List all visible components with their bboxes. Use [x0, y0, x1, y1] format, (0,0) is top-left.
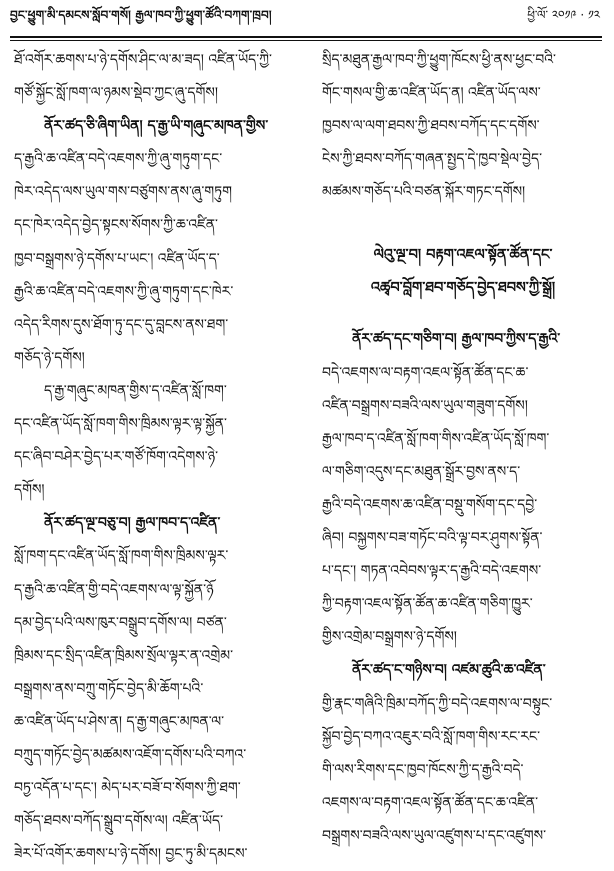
- text-line: ནོར་ཚད་ལྔ་བཅུ་བ། རྒྱལ་ཁབ་ད་འཛིན་: [44, 515, 221, 532]
- header-rule-thick: [10, 36, 602, 38]
- text-line: ཐོ་འགོར་ཆགས་པ་ཉེ་དགོས་ཤིང་ལ་མ་ཟད། འཛིན་ཡོད་ཀྱི་: [14, 52, 272, 68]
- section-gap: [322, 305, 604, 323]
- text-line: གཅོད་ཉེ་དགོས།: [14, 349, 85, 366]
- text-line: འཛིན་བསྒྲགས་བཟའི་ལས་ཡུལ་གཟུག་དགོས།: [322, 397, 528, 414]
- text-line: ད་རྒྱའི་ཆ་འཛིན་གྱི་བདེ་འཇགས་ལ་ལྟ་སྐྱོན་ཉོ: [14, 581, 214, 598]
- right-column-bottom-text: [322, 323, 604, 853]
- text-line: དང་ཁེར་འདེད་བྱེད་སྟངས་སོགས་ཀྱི་ཆ་འཛིན་: [14, 217, 218, 234]
- section-gap: [322, 209, 604, 239]
- text-line: ནོར་ཚད་ང་གཉིས་བ། འཛམ་ཚུའི་ཆ་འཛིན་: [352, 662, 546, 679]
- text-line: སྲིད་མཐུན་རྒྱལ་ཁབ་ཀྱི་ཕྱུག་ཁོངས་ཕྱི་ནས་ཕྱང་བའི་: [322, 52, 556, 68]
- text-line: ནོར་ཚད་ཅི་ཞིག་ཡིན། ད་རྒྱ་ཡི་གཞུང་མཁན་གྱིས་: [44, 118, 269, 135]
- text-line: གོང་གསལ་གྱི་ཆ་འཛིན་ཡོད་ན། འཛིན་ཡོད་ལས་: [322, 85, 541, 102]
- text-line: ཁྱབ་བསྒྲགས་ཉེ་དགོས་པ་ཡང་། འཛིན་ཡོད་ད་: [14, 250, 220, 267]
- text-line: དགོས།: [14, 482, 45, 499]
- text-line: བསྒྲགས་བཟའི་ལས་ཡུལ་འཛུགས་པ་དང་འཛུགས་: [322, 827, 547, 844]
- header-rule-thin: [10, 40, 602, 41]
- running-header: [10, 2, 600, 36]
- text-line: བཀྲུད་གཏོང་བྱེད་མཚམས་འཇོག་དགོས་པའི་བཀའ་: [14, 746, 247, 763]
- text-line: གཅོད་ཐབས་བཀོད་སྒྲུབ་དགོས་ལ། འཛིན་ཡོད་: [14, 813, 224, 830]
- section-title-line-2: འཚྭབ་བློག་ཐབ་གཅོད་བྱེད་ཐབས་ཀྱི་སྒྲོ།: [370, 280, 556, 297]
- text-line: ཀྱི་བརྟག་འཇལ་སྟོན་ཚོན་ཆ་འཛིན་གཅིག་ཁྱུར་: [322, 596, 533, 613]
- text-line: བཏྱ་འདོན་པ་དང་། མེད་པར་བཟོ་བ་སོགས་ཀྱི་ཐག་: [14, 780, 241, 797]
- text-line: བདེ་འཇགས་ལ་བརྟག་འཇལ་སྟོན་ཚོན་དང་ཆ་: [322, 364, 529, 381]
- text-line: པ་དང་། གཏན་འབེབས་ལྟར་ད་རྒྱའི་བདེ་འཇགས་: [322, 563, 542, 580]
- text-line: གྱི་རྣང་གཞིའི་ཁྲིམ་བཀོད་ཀྱི་བདེ་འཇགས་ལ་བསྟུང་: [322, 695, 553, 712]
- text-line: སྐྱོབ་བྱེད་བཀའ་འཇུར་བའི་སློ་ཁག་གིས་རང་རང་: [322, 728, 541, 745]
- text-line: ཆ་འཛིན་ཡོད་པ་ཤེས་ན། ད་རྒྱ་གཞུང་མཁན་ལ་: [14, 713, 225, 730]
- section-title-line-1: ལེའུ་ལྔ་བ། བརྟག་འཇལ་སྟོན་ཚོན་དང་: [373, 247, 553, 264]
- text-line: དམ་བྱེད་པའི་ལས་ཁུར་བསྒྲུབ་དགོས་ལ། བཙན་: [14, 614, 227, 631]
- text-line: ཁྲིམས་དང་སྲིད་འཛིན་ཁྲིམས་སྲོལ་ལྟར་ན་འགྲེམ་: [14, 647, 234, 664]
- text-line: ཟེར་པོ་འགོར་ཆགས་པ་ཉེ་དགོས། བྱང་ཏུ་མི་དམངས་: [14, 846, 248, 863]
- issue-number: ཕྱི་ལོ་ ༢༠༡༩ · ༡༢: [527, 8, 600, 22]
- text-line: གཙོ་སྐྱོང་སློ་ཁག་ལ་ཉམས་སྡེབ་ཀྱང་ཞུ་དགོས།: [14, 85, 218, 102]
- text-line: རྒྱལ་ཁབ་ད་འཛིན་སློ་ཁག་གིས་འཛིན་ཡོད་སློ་ཁག་: [322, 430, 550, 447]
- text-line: སློ་ཁག་དང་འཛིན་ཡོད་སློ་ཁག་གིས་ཁྲིམས་ལྟར་: [14, 548, 229, 565]
- text-line: ངེས་ཀྱི་ཐབས་བཀོད་གཞན་སྤྱད་དེ་ཁྱབ་སྡེལ་བྱེད་: [322, 151, 543, 168]
- text-line: ཁྱབས་ལ་ལག་ཐབས་ཀྱི་ཐབས་བཀོད་དང་དགོས་: [322, 118, 540, 135]
- text-line: ད་རྒྱ་གཞུང་མཁན་གྱིས་ད་འཛིན་སློ་ཁག་: [44, 382, 227, 399]
- text-line: ལ་གཅིག་འདུས་དང་མཐུན་སྒྲོར་བྱས་ནས་ད་: [322, 463, 521, 480]
- right-column-top-text: [322, 44, 604, 209]
- text-line: དང་ཞིབ་བཤེར་བྱེད་པར་གཙོ་ཁོག་འདེགས་ཉེ་: [14, 449, 219, 466]
- text-line: ཞིབ། བསྐྱགས་བཟ་གཏོང་བའི་ལྟ་བར་ཤུགས་སྟོན་: [322, 530, 543, 547]
- text-line: རྒྱའི་ཆ་འཛིན་བདེ་འཇགས་ཀྱི་ཞུ་གཏུག་དང་ཁེར་: [14, 283, 234, 300]
- text-line: དང་འཛིན་ཡོད་སློ་ཁག་གིས་ཁྲིམས་ལྟར་ལྟ་སྐྱོན་: [14, 416, 227, 433]
- text-line: མཚམས་གཅོད་པའི་བཙན་སྐོར་གཏང་དགོས།: [322, 184, 526, 201]
- text-line: ཁེར་འདེད་ལས་ཡུལ་གས་བཙུགས་ནས་ཞུ་གཏུག: [14, 184, 232, 201]
- text-line: ད་རྒྱའི་ཆ་འཛིན་བདེ་འཇགས་ཀྱི་ཞུ་གཏུག་དང་: [14, 151, 223, 168]
- text-line: འཇགས་ལ་བརྟག་འཇལ་སྟོན་ཚོན་དང་ཆ་འཛིན་: [322, 794, 539, 811]
- running-title: བྱང་ཕྱུག་མི་དམངས་སློབ་གསོ། རྒྱལ་ཁབ་ཀྱི་ཕྱུག་ཚོའི་བཀག་ཁྲབ།: [10, 8, 272, 22]
- text-line: ནོར་ཚད་དང་གཅིག་བ། རྒྱལ་ཁབ་ཀྱིས་ད་རྒྱའི་: [352, 331, 561, 348]
- text-line: གི་ལས་རིགས་དང་ཁྱབ་ཁོངས་ཀྱི་ད་རྒྱའི་བདེ་: [322, 761, 524, 778]
- left-column: [14, 44, 294, 863]
- text-line: རྒྱའི་བདེ་འཇགས་ཆ་འཛིན་བསྡུ་གསོག་དང་དབྱེ་: [322, 496, 538, 513]
- text-line: བསྒྲགས་ནས་བཀྲུ་གཏོང་བྱེད་མི་ཆོག་པའི་: [14, 680, 204, 697]
- right-column: [322, 44, 604, 844]
- text-line: འདེད་རིགས་དུས་ཐོག་ཏུ་དང་དུ་བླངས་ནས་ཐག་: [14, 316, 229, 333]
- text-line: གྱིས་འགྲེམ་བསྒྲགས་ཉེ་དགོས།: [322, 629, 457, 646]
